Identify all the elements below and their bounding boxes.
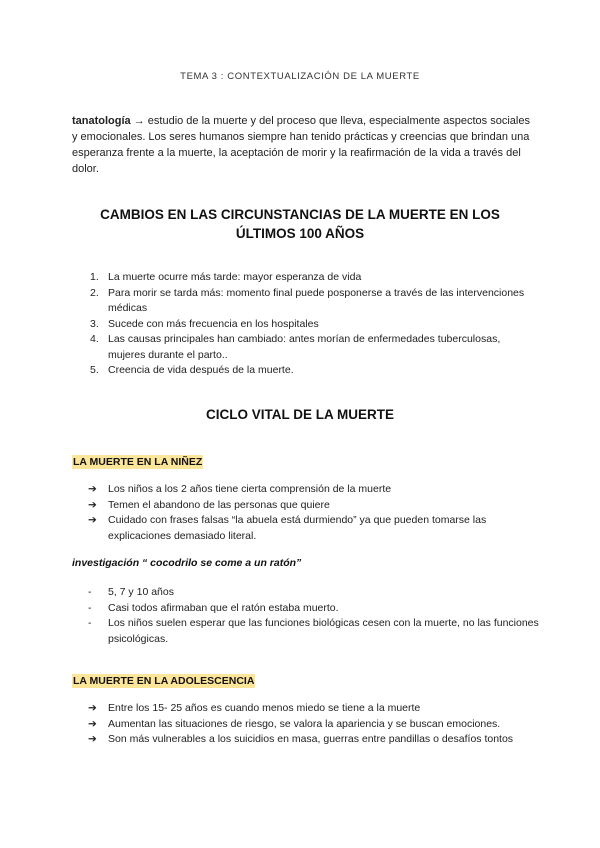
list-text: Cuidado con frases falsas “la abuela está durmiendo” ya que pueden tomarse las explicaciones demasiado literal.	[108, 514, 487, 542]
list-text: Creencia de vida después de la muerte.	[108, 364, 294, 376]
list-number: 2.	[90, 286, 99, 299]
arrow-icon: ➔	[88, 498, 97, 511]
intro-text: → estudio de la muerte y del proceso que lleva, especialmente aspectos sociales y emocionales. Los seres humanos siempre han tenido prácticas y creencias que brindan una esperanza frente a la muerte, la aceptación de morir y la reafirmación de la vida a través del dolor.	[72, 115, 530, 175]
list-text: Casi todos afirmaban que el ratón estaba muerto.	[108, 601, 339, 614]
list-item	[88, 616, 540, 647]
list-text: Los niños a los 2 años tiene cierta comprensión de la muerte	[108, 483, 392, 495]
intro-term: tanatología	[72, 115, 131, 127]
arrow-icon: ➔	[88, 717, 97, 730]
list-item	[90, 332, 540, 363]
research-list	[88, 585, 540, 647]
list-item	[88, 601, 540, 617]
list-text: Temen el abandono de las personas que quiere	[108, 498, 330, 511]
cycle-heading: CICLO VITAL DE LA MUERTE	[206, 407, 394, 422]
list-text: Entre los 15- 25 años es cuando menos miedo se tiene a la muerte	[108, 702, 421, 714]
list-item	[88, 732, 540, 748]
childhood-heading: LA MUERTE EN LA NIÑEZ	[73, 456, 203, 468]
dash-marker: -	[88, 601, 92, 614]
list-number: 4.	[90, 333, 99, 345]
dash-marker: -	[88, 586, 92, 598]
changes-list	[90, 270, 540, 379]
list-text: La muerte ocurre más tarde: mayor esperanza de vida	[108, 271, 362, 283]
list-item	[88, 717, 540, 733]
list-number: 3.	[90, 317, 99, 330]
list-text: Para morir se tarda más: momento final puede posponerse a través de las intervenciones médicas	[108, 286, 525, 314]
childhood-list	[88, 482, 540, 544]
intro-paragraph	[72, 113, 534, 177]
arrow-icon: ➔	[88, 483, 97, 495]
list-item	[88, 701, 540, 717]
arrow-icon: ➔	[88, 514, 97, 526]
list-item	[88, 513, 540, 544]
topic-title: TEMA 3 : CONTEXTUALIZACIÓN DE LA MUERTE	[180, 71, 420, 82]
list-item	[90, 286, 540, 317]
list-number: 1.	[90, 271, 99, 283]
adolescence-list	[88, 701, 540, 748]
list-text: Las causas principales han cambiado: antes morían de enfermedades tuberculosas, mujeres durante el parto..	[108, 333, 501, 361]
list-item	[90, 317, 540, 333]
list-item	[88, 498, 540, 514]
list-number: 5.	[90, 364, 99, 376]
list-item	[90, 363, 540, 379]
dash-marker: -	[88, 617, 92, 629]
list-text: Aumentan las situaciones de riesgo, se valora la apariencia y se buscan emociones.	[108, 717, 501, 730]
adolescence-heading: LA MUERTE EN LA ADOLESCENCIA	[73, 675, 255, 687]
list-item	[90, 270, 540, 286]
changes-heading-line2: ÚLTIMOS 100 AÑOS	[235, 226, 365, 241]
list-text: 5, 7 y 10 años	[108, 586, 174, 598]
list-item	[88, 482, 540, 498]
list-item	[88, 585, 540, 601]
arrow-icon: ➔	[88, 702, 97, 714]
research-title: investigación “ cocodrilo se come a un ratón”	[72, 557, 302, 569]
list-text: Sucede con más frecuencia en los hospitales	[108, 317, 319, 330]
arrow-icon: ➔	[88, 733, 97, 745]
changes-heading	[60, 205, 540, 243]
list-text: Los niños suelen esperar que las funciones biológicas cesen con la muerte, no las funciones psicológicas.	[108, 617, 539, 645]
changes-heading-line1: CAMBIOS EN LAS CIRCUNSTANCIAS DE LA MUERTE EN LOS	[100, 207, 500, 222]
list-text: Son más vulnerables a los suicidios en masa, guerras entre pandillas o desafíos tontos	[108, 733, 514, 745]
